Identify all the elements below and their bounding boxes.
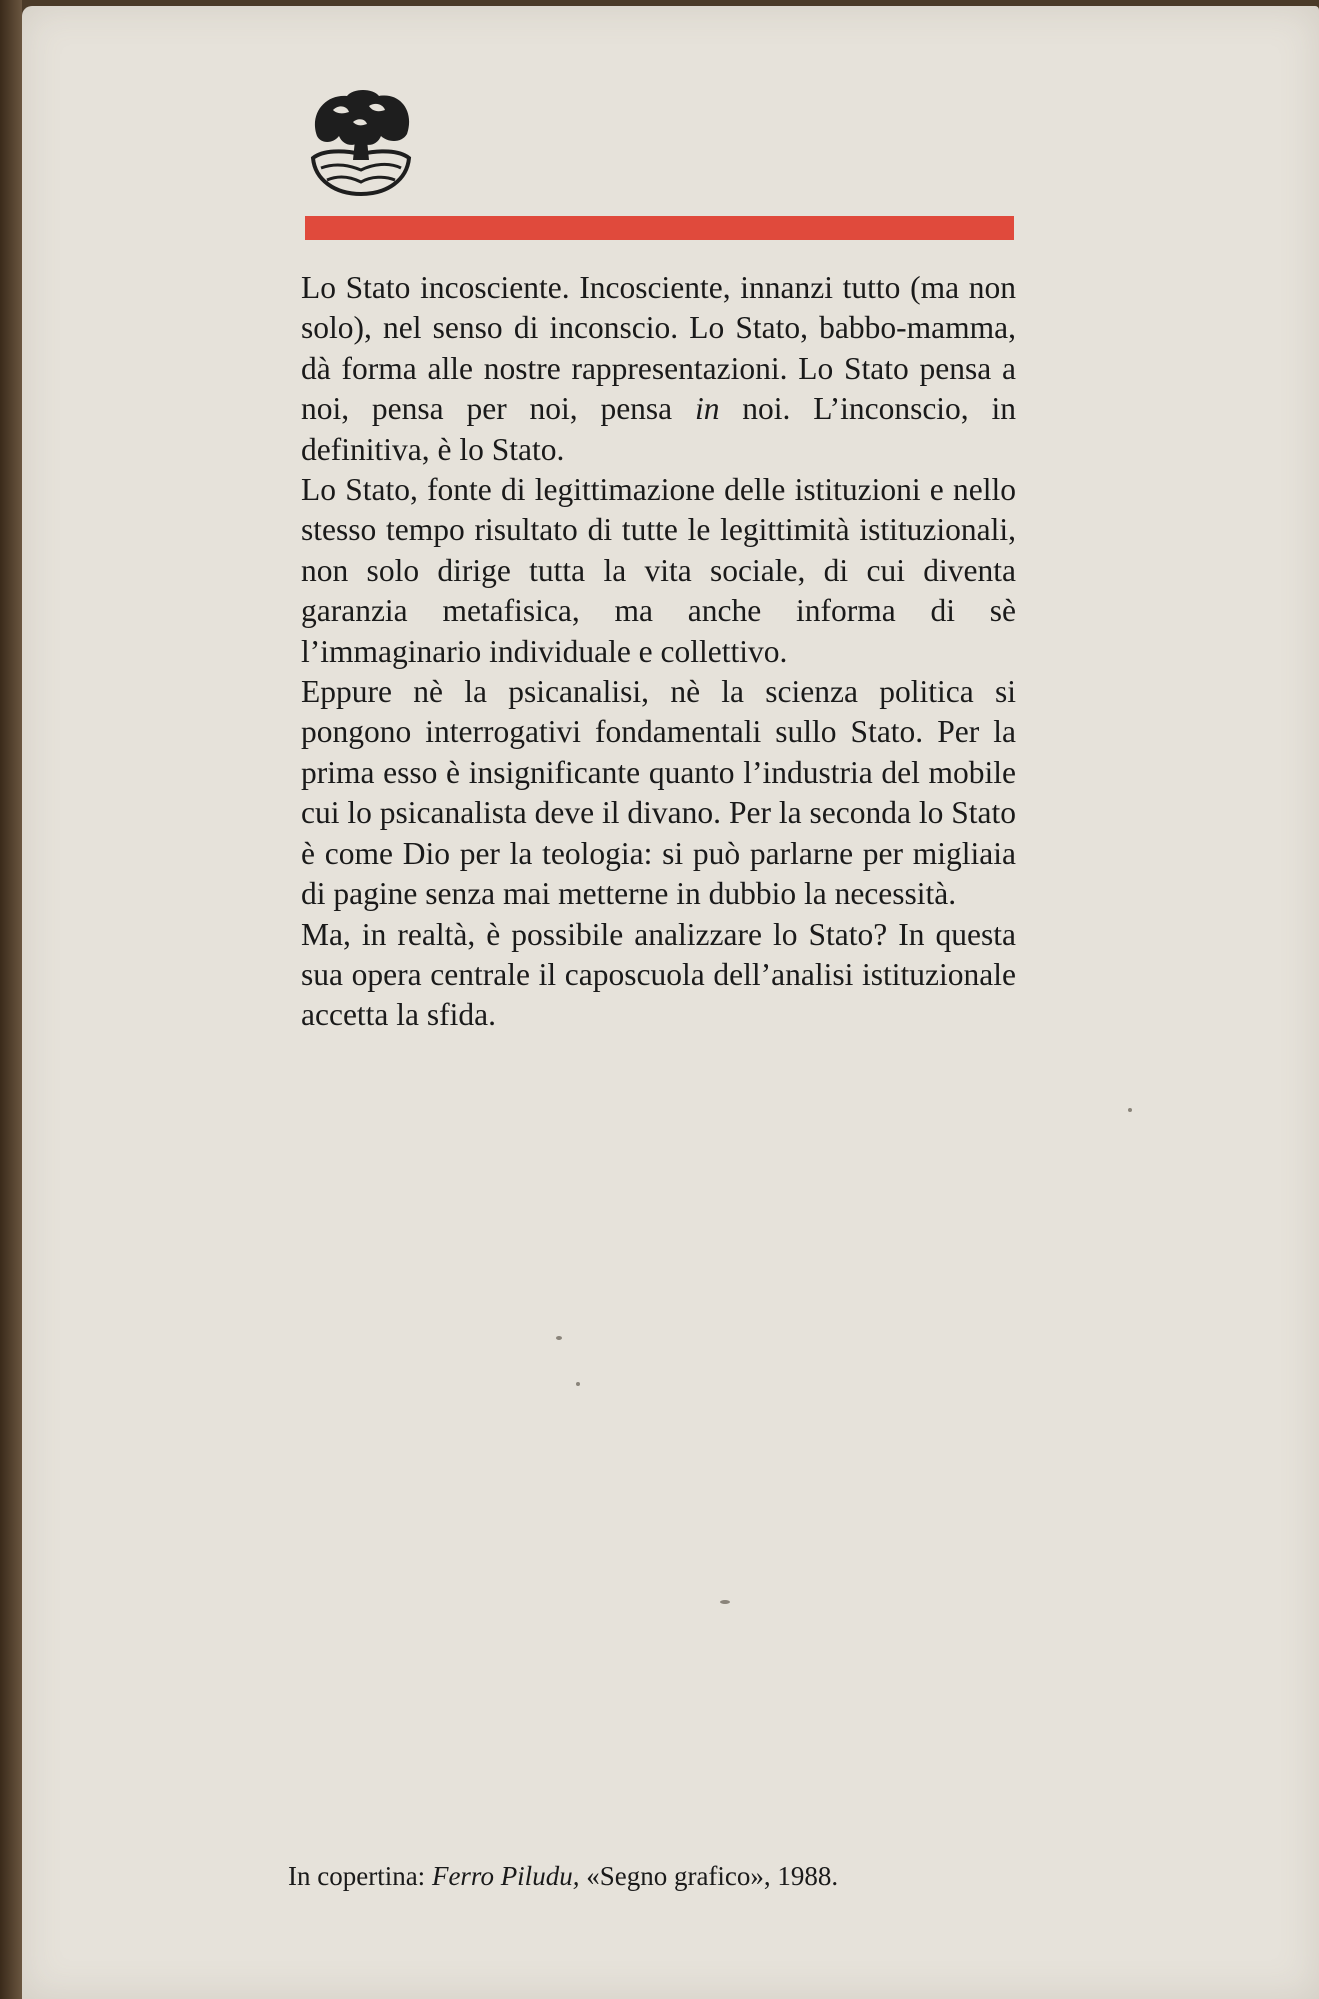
tree-emblem-icon xyxy=(303,84,419,200)
blurb-paragraph-4: Ma, in realtà, è possibile analizzare lo Stato? In questa sua opera centrale il caposcuola dell’analisi istituzionale accetta la sfida. xyxy=(301,916,1016,1033)
cover-credit xyxy=(288,1858,838,1894)
paper-speck xyxy=(1128,1108,1132,1112)
blurb-text: noi. L’inconscio, in definitiva, è lo Stato. xyxy=(301,391,1016,467)
accent-rule xyxy=(305,216,1014,240)
credit-details: «Segno grafico», 1988. xyxy=(579,1861,839,1891)
book-edge-shadow xyxy=(0,0,22,1999)
blurb-paragraph-1 xyxy=(301,268,1016,470)
paper-speck xyxy=(556,1336,562,1340)
credit-author: Ferro Piludu, xyxy=(431,1861,580,1891)
blurb-emphasis: in xyxy=(694,391,720,427)
blurb-paragraph-3: Eppure nè la psicanalisi, nè la scienza politica si pongono interrogativi fondamentali sullo Stato. Per la prima esso è insignificante quanto l’industria del mobile cui lo psicanalista deve il divano. Per la seconda lo Stato è come Dio per la teologia: si può parlarne per migliaia di pagine senza mai metterne in dubbio la necessità. xyxy=(301,674,1016,912)
blurb-paragraph-2: Lo Stato, fonte di legittimazione delle istituzioni e nello stesso tempo risultato di tutte le legittimità istituzionali, non solo dirige tutta la vita sociale, di cui diventa garanzia metafisica, ma anche informa di sè l’immaginario individuale e collettivo. xyxy=(301,472,1016,669)
blurb-text: Lo Stato incosciente. Incosciente, innanzi tutto (ma non solo), nel senso di inconscio. Lo Stato, babbo-mamma, dà forma alle nostre rappresentazioni. Lo Stato pensa a noi, pensa per noi, pensa xyxy=(301,270,1016,427)
paper-speck xyxy=(720,1600,730,1604)
back-cover-blurb xyxy=(301,268,1016,1036)
paper-speck xyxy=(576,1382,580,1386)
credit-prefix: In copertina: xyxy=(288,1861,432,1891)
